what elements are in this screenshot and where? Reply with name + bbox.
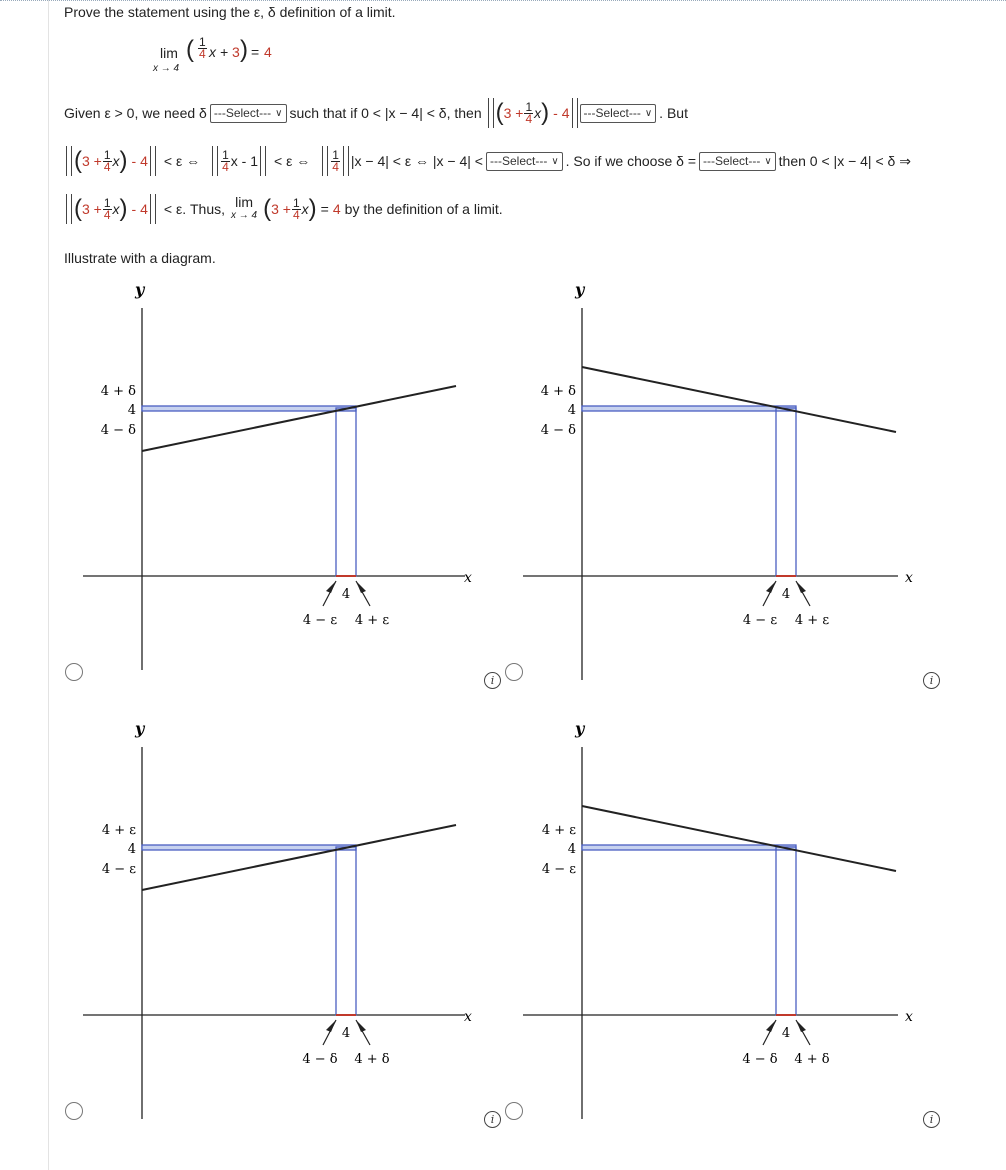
y-lower-label: 4 − ε xyxy=(101,862,136,877)
x-right-label: 4 + ε xyxy=(794,613,830,628)
x-mid-label: 4 xyxy=(341,587,351,602)
x-mid-label: 4 xyxy=(781,1026,791,1041)
diagram-option-c xyxy=(80,719,480,1119)
y-upper-label: 4 + ε xyxy=(541,823,576,838)
delta-choice-select[interactable]: ---Select--- ∨ xyxy=(699,152,776,171)
info-icon[interactable]: i xyxy=(484,672,501,689)
y-axis-label: y xyxy=(135,719,145,738)
info-icon[interactable]: i xyxy=(484,1111,501,1128)
delta-select-2[interactable]: ---Select--- ∨ xyxy=(486,152,563,171)
x-left-label: 4 − ε xyxy=(302,613,338,628)
instruction: Prove the statement using the ε, δ definition of a limit. xyxy=(64,4,396,20)
x-axis-label: x xyxy=(905,1009,913,1025)
y-lower-label: 4 − δ xyxy=(100,423,136,438)
x-right-label: 4 + δ xyxy=(354,1052,390,1067)
y-mid-label: 4 xyxy=(127,403,136,418)
y-axis-label: y xyxy=(575,719,585,738)
x-mid-label: 4 xyxy=(781,587,791,602)
y-mid-label: 4 xyxy=(127,842,136,857)
proof-line-3: ( 3 + $\frac{1}{4}$ x ) - 4 < ε. Thus, lim x → 4 ( 3 + $\frac{1}{4}$ x ) = 4 by the definition of a limit. xyxy=(64,192,503,226)
x-axis-label: x xyxy=(464,570,472,586)
x-axis-label: x xyxy=(464,1009,472,1025)
illustrate-label: Illustrate with a diagram. xyxy=(64,250,216,266)
y-upper-label: 4 + ε xyxy=(101,823,136,838)
y-lower-label: 4 − δ xyxy=(540,423,576,438)
x-right-label: 4 + ε xyxy=(354,613,390,628)
delta-select-1[interactable]: ---Select--- ∨ xyxy=(210,104,287,123)
expression-select-1[interactable]: ---Select--- ∨ xyxy=(580,104,657,123)
info-icon[interactable]: i xyxy=(923,672,940,689)
x-left-label: 4 − δ xyxy=(302,1052,338,1067)
diagram-option-d xyxy=(520,719,920,1119)
y-upper-label: 4 + δ xyxy=(540,384,576,399)
x-left-label: 4 − ε xyxy=(742,613,778,628)
proof-line-2: ( 3 + $\frac{1}{4}$ x ) - 4 < ε ⇔ $\frac{1}{4}$ x - 1 < ε ⇔ $\frac{1}{4}$ |x − 4| < ε ⇔ |x − 4| < ---Select--- ∨ . So if we choose δ = ---Select--- ∨ then 0 < |x − 4| < δ ⇒ xyxy=(64,144,911,178)
x-left-label: 4 − δ xyxy=(742,1052,778,1067)
radio-option-a[interactable] xyxy=(65,663,83,681)
y-mid-label: 4 xyxy=(567,403,576,418)
left-border xyxy=(48,0,49,1170)
info-icon[interactable]: i xyxy=(923,1111,940,1128)
proof-line-1: Given ε > 0, we need δ ---Select--- ∨ such that if 0 < |x − 4| < δ, then ( 3 + $\frac{1}{4}$ x ) - 4 ---Select--- ∨ . But xyxy=(64,99,688,126)
radio-option-b[interactable] xyxy=(505,663,523,681)
diagram-option-b xyxy=(520,280,920,680)
radio-option-c[interactable] xyxy=(65,1102,83,1120)
y-lower-label: 4 − ε xyxy=(541,862,576,877)
x-axis-label: x xyxy=(905,570,913,586)
diagram-option-a xyxy=(80,280,480,680)
x-right-label: 4 + δ xyxy=(794,1052,830,1067)
y-upper-label: 4 + δ xyxy=(100,384,136,399)
y-axis-label: y xyxy=(135,280,145,299)
x-mid-label: 4 xyxy=(341,1026,351,1041)
radio-option-d[interactable] xyxy=(505,1102,523,1120)
top-divider xyxy=(0,0,1006,1)
y-mid-label: 4 xyxy=(567,842,576,857)
y-axis-label: y xyxy=(575,280,585,299)
